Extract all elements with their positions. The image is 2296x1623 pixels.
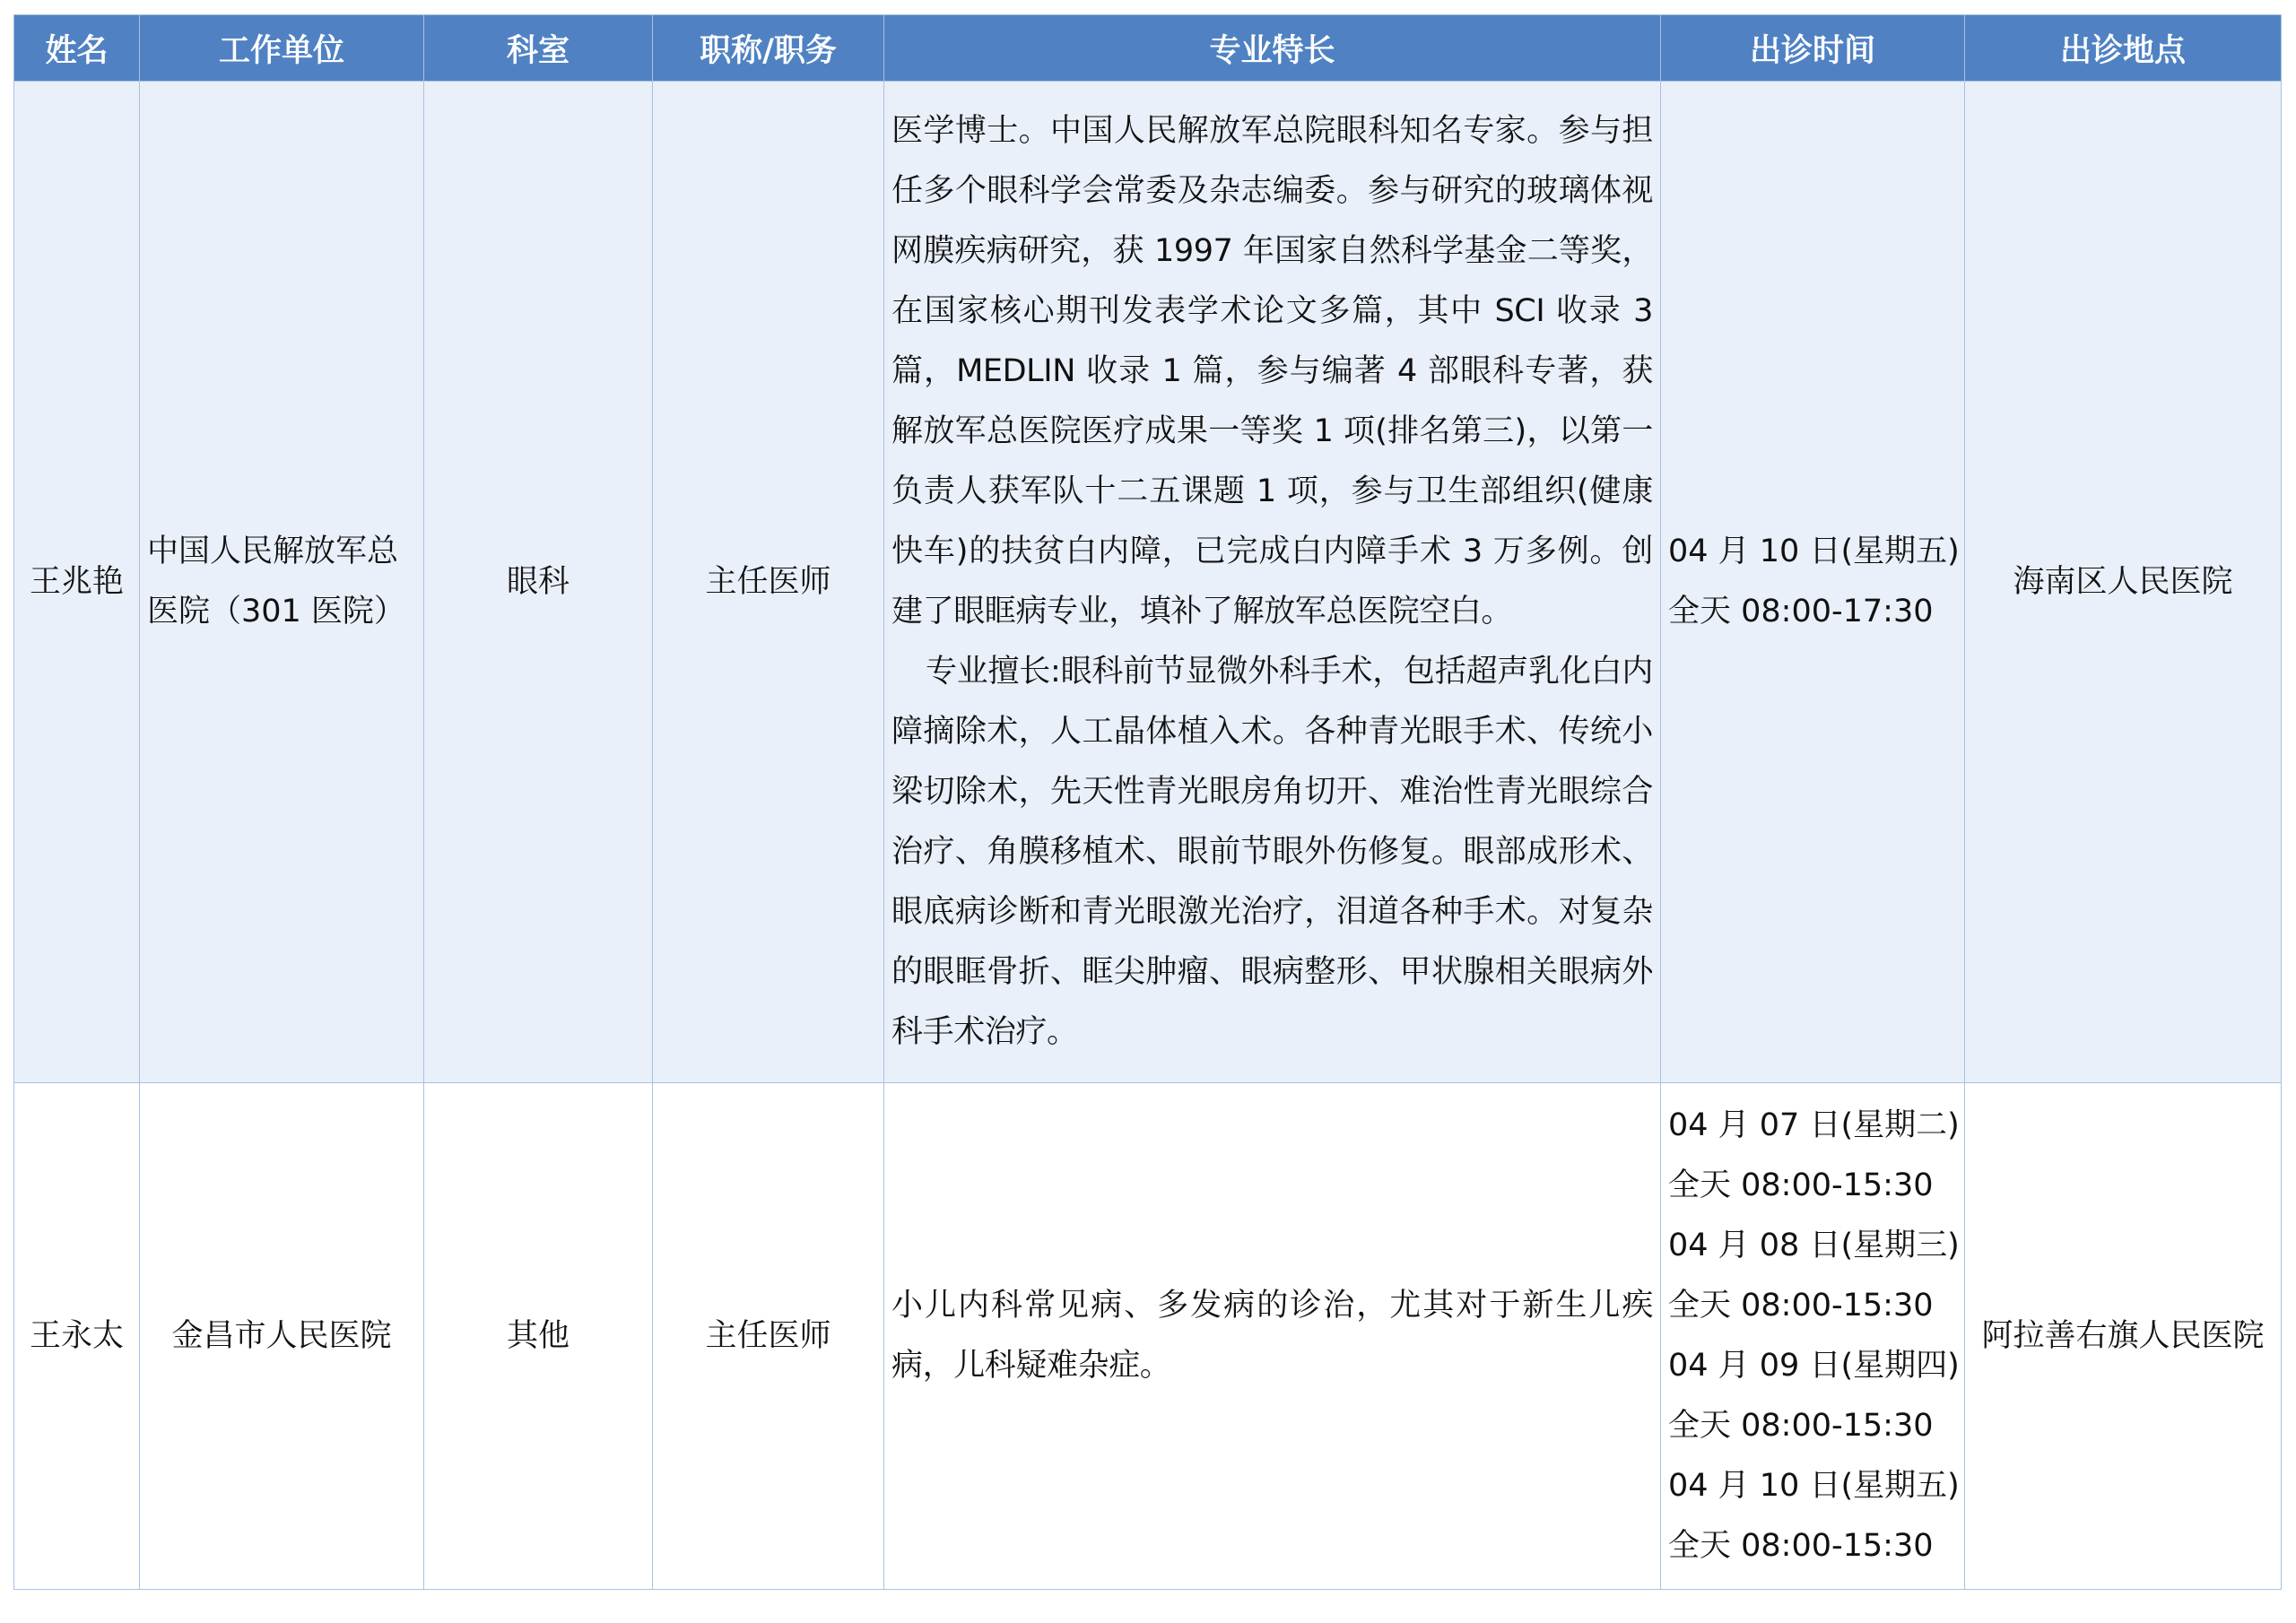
doctor-location: 海南区人民医院 [1965,82,2282,1083]
doctor-department: 其他 [424,1083,653,1590]
time-date: 04 月 09 日(星期四) [1668,1348,1960,1384]
header-location: 出诊地点 [1965,15,2282,82]
header-row [14,15,2282,82]
doctor-name: 王永太 [14,1083,140,1590]
time-date: 04 月 10 日(星期五) [1668,1468,1960,1504]
header-unit: 工作单位 [140,15,424,82]
header-title: 职称/职务 [653,15,884,82]
header-times: 出诊时间 [1661,15,1965,82]
header-department: 科室 [424,15,653,82]
specialty-paragraph: 小儿内科常见病、多发病的诊治，尤其对于新生儿疾病，儿科疑难杂症。 [891,1288,1653,1384]
header-name: 姓名 [14,15,140,82]
doctor-title: 主任医师 [653,82,884,1083]
header-specialty: 专业特长 [884,15,1661,82]
doctor-department: 眼科 [424,82,653,1083]
time-hours: 全天 08:00-15:30 [1668,1167,1934,1203]
time-hours: 全天 08:00-17:30 [1668,594,1934,629]
time-date: 04 月 10 日(星期五) [1668,534,1960,569]
doctor-name: 王兆艳 [14,82,140,1083]
doctor-title: 主任医师 [653,1083,884,1590]
schedule-table [13,14,2282,1590]
doctor-location: 阿拉善右旗人民医院 [1965,1083,2282,1590]
specialty-paragraph: 医学博士。中国人民解放军总院眼科知名专家。参与担任多个眼科学会常委及杂志编委。参与研究的玻璃体视网膜疾病研究，获 1997 年国家自然科学基金二等奖，在国家核心期刊发表学术论文多篇，其中 SCI 收录 3 篇，MEDLIN 收录 1 篇，参与编著 4 部眼科专著，获解放军总医院医疗成果一等奖 1 项(排名第三)，以第一负责人获军队十二五课题 1 项，参与卫生部组织(健康快车)的扶贫白内障，已完成白内障手术 3 万多例。创建了眼眶病专业，填补了解放军总医院空白。 [891,113,1653,629]
time-date: 04 月 08 日(星期三) [1668,1228,1960,1263]
specialty-paragraph: 专业擅长:眼科前节显微外科手术，包括超声乳化白内障摘除术，人工晶体植入术。各种青光眼手术、传统小梁切除术，先天性青光眼房角切开、难治性青光眼综合治疗、角膜移植术、眼前节眼外伤修复。眼部成形术、眼底病诊断和青光眼激光治疗，泪道各种手术。对复杂的眼眶骨折、眶尖肿瘤、眼病整形、甲状腺相关眼病外科手术治疗。 [891,654,1653,1050]
doctor-times [1661,82,1965,1083]
doctor-times [1661,1083,1965,1590]
doctor-specialty [884,1083,1661,1590]
table-row [14,82,2282,1083]
doctor-unit: 中国人民解放军总医院（301 医院） [140,82,424,1083]
time-date: 04 月 07 日(星期二) [1668,1107,1960,1143]
time-hours: 全天 08:00-15:30 [1668,1528,1934,1564]
time-hours: 全天 08:00-15:30 [1668,1288,1934,1324]
doctor-unit: 金昌市人民医院 [140,1083,424,1590]
table-row [14,1083,2282,1590]
doctor-specialty [884,82,1661,1083]
time-hours: 全天 08:00-15:30 [1668,1408,1934,1444]
